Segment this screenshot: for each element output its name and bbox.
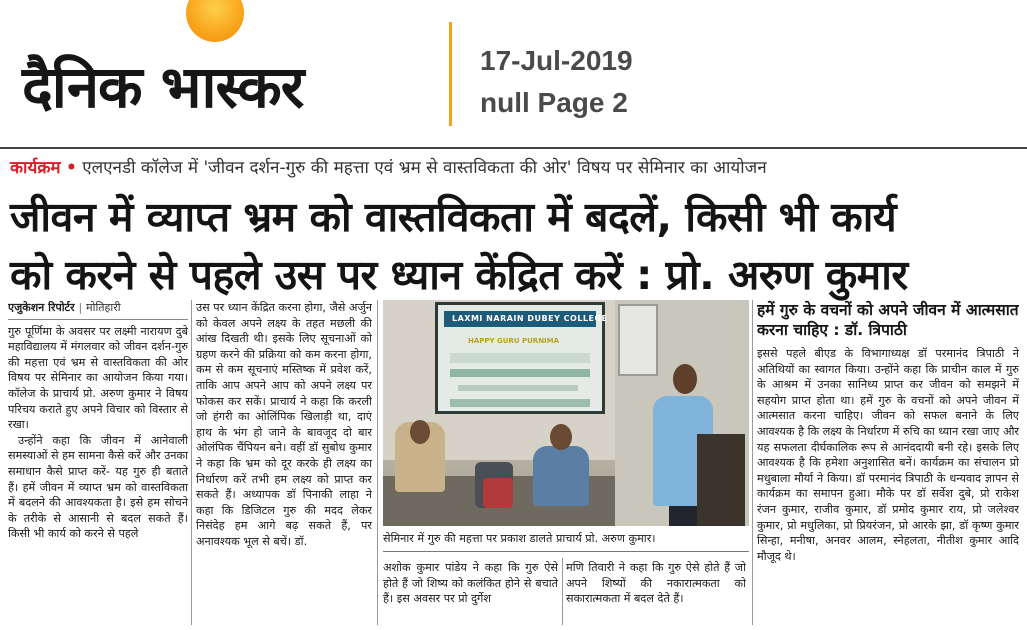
column-divider bbox=[752, 300, 753, 625]
byline-separator: | bbox=[78, 301, 83, 314]
projector-screen bbox=[435, 302, 608, 414]
paragraph: उस पर ध्यान केंद्रित करना होगा, जैसे अर्जुन को केवल अपने लक्ष्य के तहत मछली की आंख दिखती थी। इसके लिए सूचनाओं को ग्रहण करने की प्रक्रिया को कम करना होगा, कम से कम सूचनाएं मस्तिष्क में प्रवेश करें, ताकि आप अपने आप को अपने लक्ष्य पर फोकस कर सकें। प्राचार्य ने कहा कि करली जो हंगरी का ओलिंपिक खिलाड़ी था, दाएं हाथ के भंग हो जाने के बावजूद दो बार ओलंपिक चैंपियन बने। वहीं डॉ सुबोध कुमार ने कहा कि भ्रम को दूर करके ही लक्ष्य का निर्धारण करें तभी हम लक्ष्य को प्राप्त कर सकते हैं। अध्यापक डॉ पिनाकी लाहा ने कहा कि डिजिटल गुरु की मदद लेकर निसंदेह हम आगे बढ़ सकते हैं, पर अनावश्यक भूल से बचें। डॉ. bbox=[196, 301, 372, 548]
header-divider bbox=[449, 22, 452, 126]
edition-date: 17-Jul-2019 bbox=[480, 45, 633, 76]
article-continuation-a bbox=[383, 560, 558, 625]
podium bbox=[697, 434, 745, 526]
byline bbox=[8, 300, 188, 320]
header-rule bbox=[0, 147, 1027, 149]
paragraph: अशोक कुमार पांडेय ने कहा कि गुरु ऐसे होते हैं जो शिष्य को कलंकित होने से बचाते हैं। इस अवसर पर प्रो दुर्गेश bbox=[383, 561, 558, 606]
sub-headline: हमें गुरु के वचनों को अपने जीवन में आत्मसात करना चाहिए : डॉ. त्रिपाठी bbox=[757, 301, 1019, 339]
paragraph: मणि तिवारी ने कहा कि गुरु ऐसे होते हैं जो अपने शिष्यों की नकारात्मकता को सकारात्मकता में बदल देते हैं। bbox=[566, 561, 746, 606]
newspaper-logo: दैनिक भास्कर bbox=[22, 53, 304, 121]
screen-subtitle: HAPPY GURU PURNIMA bbox=[468, 337, 560, 345]
masthead bbox=[0, 0, 1027, 140]
page-number: null Page 2 bbox=[480, 87, 628, 118]
headline bbox=[10, 188, 1020, 304]
dateline-location: मोतिहारी bbox=[86, 301, 121, 314]
paragraph: गुरु पूर्णिमा के अवसर पर लक्ष्मी नारायण दुबे महाविद्यालय में मंगलवार को जीवन दर्शन-गुरु की महत्ता एवं भ्रम से वास्तविकता की ओर विषय पर सेमिनार का आयोजन किया गया। कॉलेज के प्राचार्य प्रो. अरुण कुमार ने विषय परिचय कराते हुए अपने विचार को विस्तार से रखा। bbox=[8, 324, 188, 432]
article-column-3 bbox=[757, 300, 1019, 625]
kicker-text: एलएनडी कॉलेज में 'जीवन दर्शन-गुरु की महत्ता एवं भ्रम से वास्तविकता की ओर' विषय पर सेमिनार का आयोजन bbox=[82, 158, 767, 178]
article-column-1 bbox=[8, 300, 188, 625]
bullet-icon: • bbox=[65, 158, 77, 178]
sun-icon bbox=[178, 0, 248, 58]
story-strap bbox=[10, 156, 767, 180]
paragraph: उन्होंने कहा कि जीवन में आनेवाली समस्याओं से हम सामना कैसे करें और उनका समाधान कैसे प्राप्त करें- यह गुरु ही बताते हैं। हमें जीवन में व्याप्त भ्रम को वास्तविकता में बदलने की आवश्यकता है। इसे हम सोचने के तरीके से आसानी से बदल सकते हैं। किसी भी कार्य को करने से पहले bbox=[8, 433, 188, 541]
window-shape bbox=[618, 304, 658, 376]
column-divider bbox=[377, 300, 378, 625]
article-column-2 bbox=[196, 300, 372, 625]
column-divider bbox=[191, 300, 192, 625]
section-tag: कार्यक्रम bbox=[10, 158, 61, 178]
paragraph: इससे पहले बीएड के विभागाध्यक्ष डॉ परमानंद त्रिपाठी ने अतिथियों का स्वागत किया। उन्होंने कहा कि प्राचीन काल में गुरु के आश्रम में उनका सानिध्य प्राप्त कर जीवन को समझने में सहयोग प्राप्त होता था। हमें गुरु के वचनों को अपने जीवन में आत्मसात करना चाहिए। जीवन को सफल बनाने के लिए आवश्यक है कि लक्ष्य के निर्धारण में रुचि का ध्यान रखा जाए और यह सफलता दीर्घकालिक रूप से आनंददायी बनी रहे। इसके लिए आवश्यक है कि हमेशा अनुशासित बनें। कार्यक्रम का संचालन प्रो मधुबाला मौर्या ने किया। डॉ परमानंद त्रिपाठी के धन्यवाद ज्ञापन से कार्यक्रम का समापन हुआ। मौके पर डॉ सर्वेश दुबे, प्रो राकेश रंजन कुमार, राजीव कुमार, डॉ प्रमोद कुमार राय, प्रो जलेश्वर कुमार, प्रो मधुलिका, प्रो प्रियरंजन, प्रो आरके झा, डॉ कृष्ण कुमार सिन्हा, मनीषा, अनवर आलम, स्नेहलता, नीतीश कुमार आदि मौजूद थे। bbox=[757, 347, 1019, 563]
photo-caption: सेमिनार में गुरु की महत्ता पर प्रकाश डालते प्राचार्य प्रो. अरुण कुमार। bbox=[383, 528, 749, 552]
headline-line-1: जीवन में व्याप्त भ्रम को वास्तविकता में बदलें, किसी भी कार्य bbox=[10, 193, 897, 241]
article-continuation-b bbox=[566, 560, 746, 625]
seated-guest bbox=[533, 446, 589, 506]
reporter-name: एजुकेशन रिपोर्टर bbox=[8, 301, 75, 314]
screen-title: LAXMI NARAIN DUBEY COLLEGE bbox=[452, 314, 608, 323]
headline-line-2: को करने से पहले उस पर ध्यान केंद्रित करें : प्रो. अरुण कुमार bbox=[10, 251, 908, 299]
column-divider bbox=[562, 558, 563, 625]
seminar-photo bbox=[383, 300, 749, 526]
